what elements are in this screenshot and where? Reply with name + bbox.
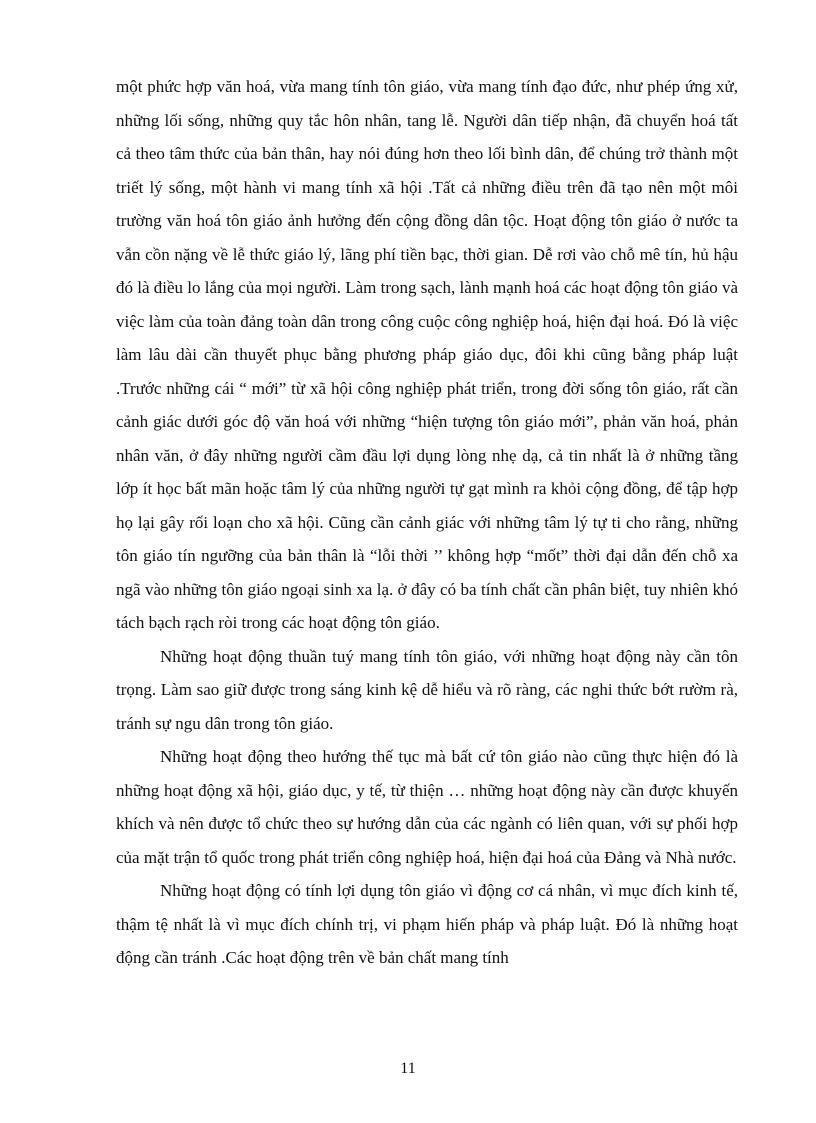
page-number: 11: [400, 1060, 416, 1077]
document-body: [116, 70, 738, 975]
paragraph-exploitative-activities: Những hoạt động có tính lợi dụng tôn giáo vì động cơ cá nhân, vì mục đích kinh tế, thậm tệ nhất là vì mục đích chính trị, vi phạm hiến pháp và pháp luật. Đó là những hoạt động cần tránh .Các hoạt động trên về bản chất mang tính: [116, 881, 738, 967]
paragraph-continuation: một phức hợp văn hoá, vừa mang tính tôn giáo, vừa mang tính đạo đức, như phép ứng xử, những lối sống, những quy tắc hôn nhân, tang lễ. Người dân tiếp nhận, đã chuyển hoá tất cả theo tâm thức của bản thân, hay nói đúng hơn theo lối bình dân, để chúng trở thành một triết lý sống, một hành vi mang tính xã hội .Tất cả những điều trên đã tạo nên một môi trường văn hoá tôn giáo ảnh hưởng đến cộng đồng dân tộc. Hoạt động tôn giáo ở nước ta vẫn cồn nặng về lễ thức giáo lý, lãng phí tiền bạc, thời gian. Dễ rơi vào chỗ mê tín, hủ hậu đó là điều lo lắng của mọi người. Làm trong sạch, lành mạnh hoá các hoạt động tôn giáo và việc làm của toàn đảng toàn dân trong công cuộc công nghiệp hoá, hiện đại hoá. Đó là việc làm lâu dài cần thuyết phục bằng phương pháp giáo dục, đôi khi cũng bằng pháp luật .Trước những cái “ mới” từ xã hội công nghiệp phát triển, trong đời sống tôn giáo, rất cần cảnh giác dưới góc độ văn hoá với những “hiện tượng tôn giáo mới”, phản văn hoá, phản nhân văn, ở đây những người cầm đầu lợi dụng lòng nhẹ dạ, cả tin nhất là ở những tầng lớp ít học bất mãn hoặc tâm lý của những người tự gạt mình ra khỏi cộng đồng, để tập hợp họ lại gây rối loạn cho xã hội. Cũng cần cảnh giác với những tâm lý tự ti cho rằng, những tôn giáo tín ngưỡng của bản thân là “lỗi thời ’’ không hợp “mốt” thời đại dẫn đến chỗ xa ngã vào những tôn giáo ngoại sinh xa lạ. ở đây có ba tính chất cần phân biệt, tuy nhiên khó tách bạch rạch ròi trong các hoạt động tôn giáo.: [116, 77, 739, 632]
paragraph-religious-activities: Những hoạt động thuần tuý mang tính tôn giáo, với những hoạt động này cần tôn trọng. Làm sao giữ được trong sáng kinh kệ dễ hiểu và rõ ràng, các nghi thức bớt rườm rà, tránh sự ngu dân trong tôn giáo.: [116, 646, 738, 733]
paragraph-secular-activities: Những hoạt động theo hướng thế tục mà bất cứ tôn giáo nào cũng thực hiện đó là những hoạt động xã hội, giáo dục, y tế, từ thiện … những hoạt động này cần được khuyến khích và nên được tổ chức theo sự hướng dẫn của các ngành có liên quan, với sự phối hợp của mặt trận tổ quốc trong phát triển công nghiệp hoá, hiện đại hoá của Đảng và Nhà nước.: [116, 747, 738, 867]
